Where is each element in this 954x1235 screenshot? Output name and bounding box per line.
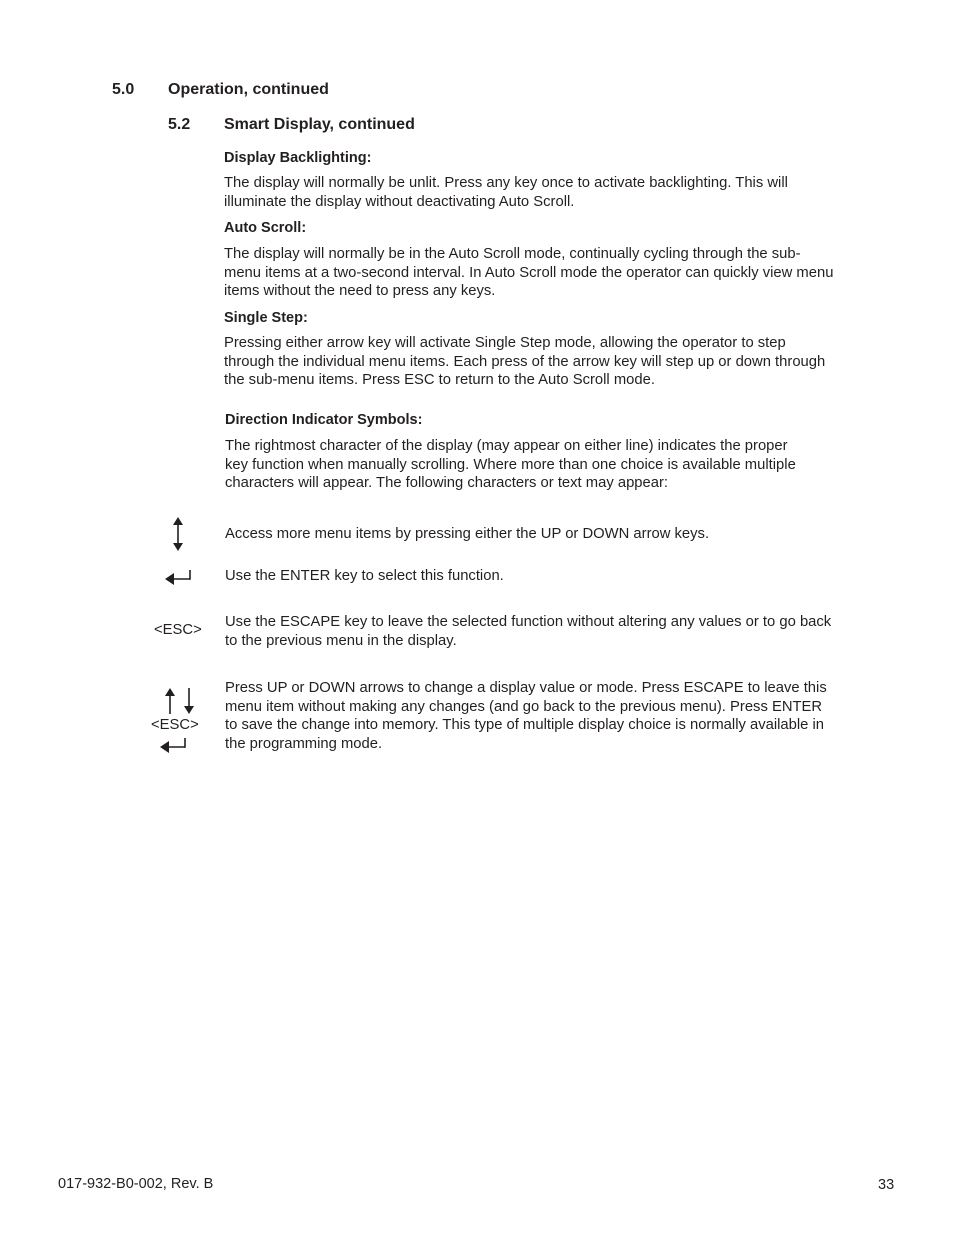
auto-scroll-heading: Auto Scroll:: [224, 220, 307, 236]
up-down-arrow-icon: [170, 517, 186, 551]
section-number: 5.0: [112, 81, 135, 98]
subsection-title: Smart Display, continued: [224, 116, 415, 133]
esc-label: <ESC>: [154, 622, 202, 638]
esc-label-combined: <ESC>: [151, 717, 199, 733]
backlighting-heading: Display Backlighting:: [224, 150, 372, 166]
symbol-desc-up-down: Access more menu items by pressing either the UP or DOWN arrow keys.: [225, 526, 710, 542]
enter-arrow-icon-combined: [160, 738, 188, 754]
section-title: Operation, continued: [168, 81, 329, 98]
backlighting-paragraph: The display will normally be unlit. Press any key once to activate backlighting. This will illuminate the display without deactivating Auto Scroll.: [224, 175, 788, 210]
single-step-heading: Single Step:: [224, 310, 308, 326]
subsection-number: 5.2: [168, 116, 191, 133]
page-number: 33: [878, 1177, 895, 1193]
enter-arrow-icon: [165, 570, 193, 586]
down-arrow-icon: [183, 688, 195, 714]
symbol-desc-combined: Press UP or DOWN arrows to change a display value or mode. Press ESCAPE to leave this menu item without making any changes (and go back to the previous menu). Press ENTER to save the change into memory. This type of multiple display choice is normally available in the programming mode.: [225, 680, 827, 752]
single-step-paragraph: Pressing either arrow key will activate Single Step mode, allowing the operator to step through the individual menu items. Each press of the arrow key will step up or down through the sub-menu items. Press ESC to return to the Auto Scroll mode.: [224, 335, 826, 389]
symbol-desc-enter: Use the ENTER key to select this function.: [225, 568, 504, 584]
symbol-desc-esc: Use the ESCAPE key to leave the selected function without altering any values or to go back to the previous menu in the display.: [225, 614, 832, 649]
auto-scroll-paragraph: The display will normally be in the Auto Scroll mode, continually cycling through the sub- menu items at a two-second interval. In Auto Scroll mode the operator can quickly view menu items without the need to press any keys.: [224, 246, 834, 300]
up-arrow-icon: [164, 688, 176, 714]
direction-heading: Direction Indicator Symbols:: [225, 412, 423, 428]
footer-doc-id: 017-932-B0-002, Rev. B: [58, 1176, 214, 1192]
direction-paragraph: The rightmost character of the display (may appear on either line) indicates the proper key function when manually scrolling. Where more than one choice is available multiple characters will appear. The following characters or text may appear:: [225, 438, 796, 492]
